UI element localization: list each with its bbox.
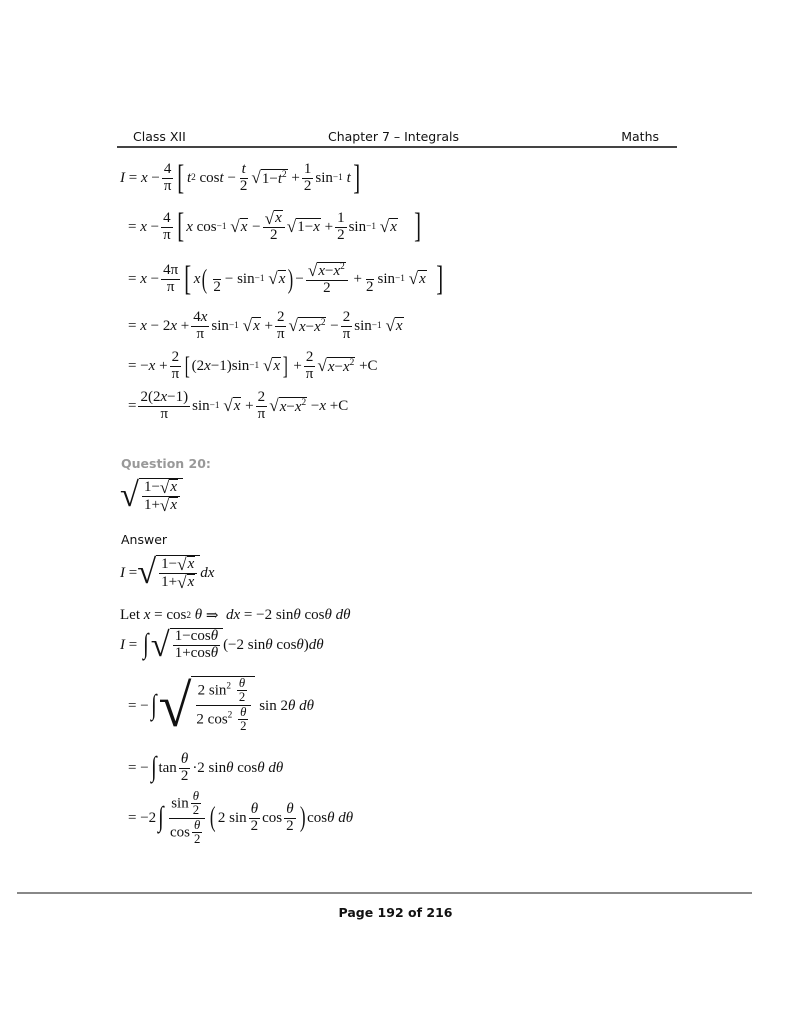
class-label: Class XII — [133, 129, 186, 144]
prev-solution-line-6: = $\frac{2(2x-1)}{\pi}$ sin −1 √ x + $\frac{2}{\pi}$ √ $x-x^2$ − x +C — [128, 389, 349, 422]
solution-line-5: = − ∫ tan $\frac{\theta}{2}$ ·2 sin θ cos θ dθ — [128, 751, 284, 784]
subject-label: Maths — [621, 129, 659, 144]
prev-solution-line-3: = x − $\frac{4\pi}{\pi}$ [ x ( 2 − sin −1 √ x ) − √ $x-x^2$ 2 + 2 sin −1 √ x ] — [128, 259, 443, 298]
header-divider — [117, 146, 677, 148]
prev-solution-line-1: I = x − $\frac{4}{\pi}$ [ t 2 cos t − $\frac{t}{2}$ √ $1-t^2$ + $\frac{1}{2}$ sin −1 t ] — [120, 158, 360, 197]
answer-label: Answer — [121, 532, 168, 547]
chapter-label: Chapter 7 – Integrals — [328, 129, 460, 144]
prev-solution-line-4: = x − 2 x + $\frac{4x}{\pi}$ sin −1 √ x + $\frac{2}{\pi}$ √ $x-x^2$ − $\frac{2}{\pi}$ sin −1 √ x — [128, 309, 403, 342]
prev-solution-line-2: = x − $\frac{4}{\pi}$ [ x cos −1 √ x − √ x 2 √ 1−x + $\frac{1}{2}$ sin −1 √ x ] — [128, 207, 421, 246]
footer-divider — [17, 892, 752, 894]
question-title: Question 20: — [121, 456, 211, 471]
question-expression: √ 1− √ x 1+ √ x — [120, 478, 183, 515]
solution-line-2: Let x = cos 2 θ ⇒ dx = −2 sin θ cos θ dθ — [120, 607, 351, 624]
solution-line-6: = −2 ∫ sin $\frac{\theta}{2}$ cos $\frac{\theta}{2}$ ( 2 sin $\frac{\theta}{2}$ cos $\frac{\theta}{2}$ ) cos θ dθ — [128, 789, 354, 847]
solution-line-1: I = √ 1− √ x 1+ √ x dx — [120, 553, 215, 593]
page-number: Page 192 of 216 — [338, 905, 453, 920]
prev-solution-line-5: = − x + $\frac{2}{\pi}$ [ (2 x −1)sin −1 √ x ] + $\frac{2}{\pi}$ √ $x-x^2$ +C — [128, 349, 378, 382]
page-header — [117, 129, 677, 147]
solution-line-4: = − ∫ √ 2 $\sin^2$ $\frac{\theta}{2}$ 2 $\cos^2$ $\frac{\theta}{2}$ sin 2 θ dθ — [128, 673, 314, 739]
solution-line-3: I = ∫ √ $\frac{1-\cos\theta}{1+\cos\theta}$ (−2 sin θ cos θ ) dθ — [120, 626, 324, 664]
